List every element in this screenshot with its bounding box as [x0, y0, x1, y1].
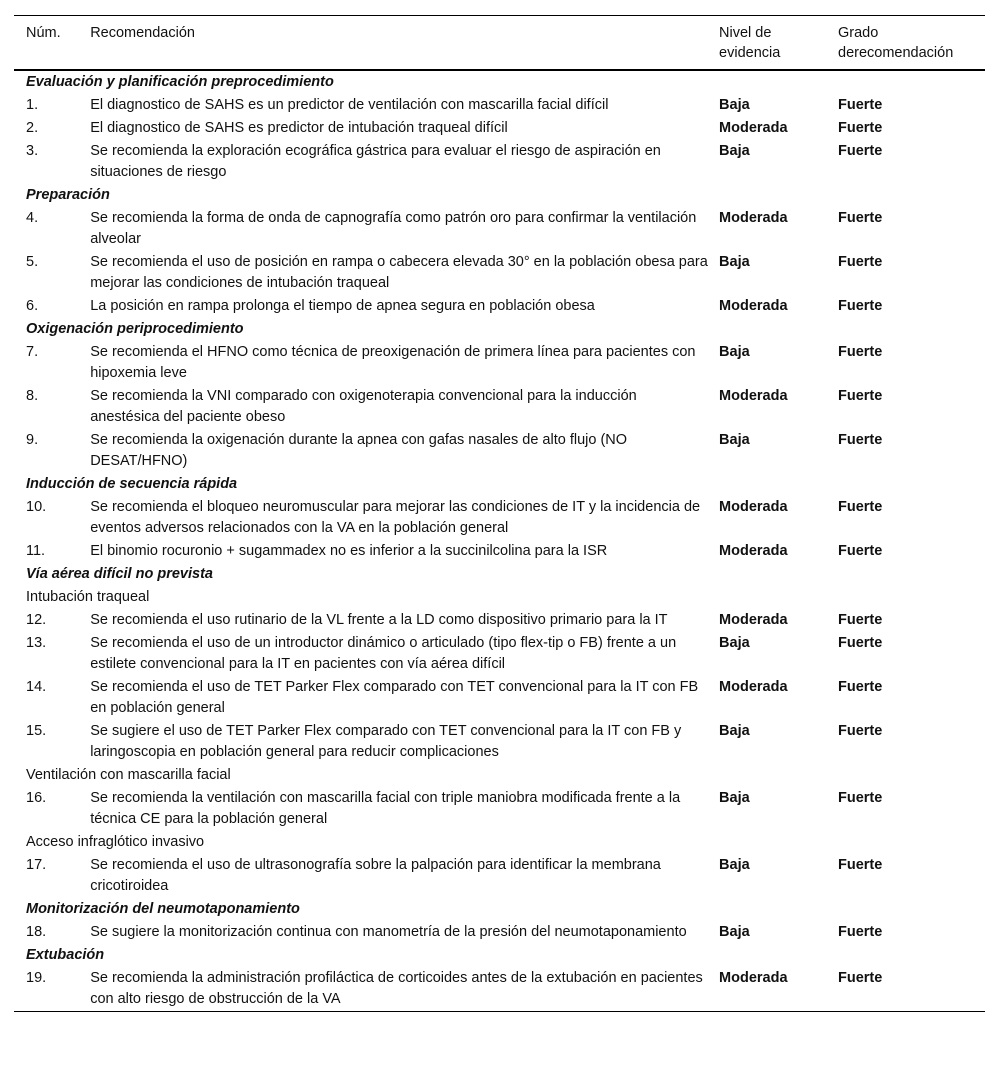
evidence-level: Baja: [719, 635, 750, 651]
header-recommendation-grade: [838, 16, 985, 71]
recommendation-number: 7.: [26, 344, 39, 360]
recommendation-text: El diagnostico de SAHS es un predictor de ventilación con mascarilla facial difícil: [90, 97, 609, 113]
recommendation-number: 9.: [26, 432, 39, 448]
subsection-header-row: [14, 831, 985, 854]
recommendation-number: 6.: [26, 298, 39, 314]
recommendation-number: 5.: [26, 254, 39, 270]
table-row: [14, 676, 985, 720]
recommendation-number: 11.: [26, 543, 46, 559]
recommendation-number: 19.: [26, 970, 47, 986]
table-row: [14, 854, 985, 898]
recommendation-number: 10.: [26, 499, 47, 515]
section-title: Evaluación y planificación preprocedimiento: [26, 74, 334, 90]
recommendation-text: Se recomienda el uso rutinario de la VL frente a la LD como dispositivo primario para la IT: [90, 612, 668, 628]
recommendations-table-container: [14, 15, 985, 1012]
recommendation-text: Se recomienda la exploración ecográfica gástrica para evaluar el riesgo de aspiración en situaciones de riesgo: [90, 143, 661, 180]
recommendation-text: Se recomienda la ventilación con mascarilla facial con triple maniobra modificada frente a la técnica CE para la población general: [90, 790, 681, 827]
table-row: [14, 609, 985, 632]
recommendation-grade: Fuerte: [838, 970, 883, 986]
recommendation-number: 4.: [26, 210, 39, 226]
subsection-title: Intubación traqueal: [26, 589, 150, 605]
recommendation-text: Se sugiere el uso de TET Parker Flex comparado con TET convencional para la IT con FB y laringoscopia en población general para reducir complicaciones: [90, 723, 682, 760]
recommendation-number: 2.: [26, 120, 39, 136]
evidence-level: Baja: [719, 143, 750, 159]
recommendation-number: 12.: [26, 612, 47, 628]
recommendation-text: El diagnostico de SAHS es predictor de intubación traqueal difícil: [90, 120, 508, 136]
subsection-title: Acceso infraglótico invasivo: [26, 834, 205, 850]
section-title: Monitorización del neumotaponamiento: [26, 901, 300, 917]
recommendations-table: [14, 15, 985, 1012]
section-title: Oxigenación periprocedimiento: [26, 321, 244, 337]
evidence-level: Baja: [719, 723, 750, 739]
header-recommendation-grade-text: Grado derecomendación: [838, 25, 954, 61]
section-header-row: [14, 898, 985, 921]
section-header-row: [14, 70, 985, 94]
section-header-row: [14, 944, 985, 967]
evidence-level: Moderada: [719, 298, 788, 314]
header-num: Núm.: [26, 25, 61, 41]
evidence-level: Baja: [719, 790, 750, 806]
section-header-row: [14, 184, 985, 207]
table-row: [14, 632, 985, 676]
recommendation-text: La posición en rampa prolonga el tiempo de apnea segura en población obesa: [90, 298, 595, 314]
section-title: Vía aérea difícil no prevista: [26, 566, 213, 582]
evidence-level: Moderada: [719, 970, 788, 986]
recommendation-number: 17.: [26, 857, 47, 873]
evidence-level: Baja: [719, 344, 750, 360]
recommendation-text: Se recomienda el uso de posición en rampa o cabecera elevada 30° en la población obesa para mejorar las condiciones de intubación traqueal: [90, 254, 708, 291]
recommendation-text: Se sugiere la monitorización continua con manometría de la presión del neumotaponamiento: [90, 924, 687, 940]
table-row: [14, 251, 985, 295]
section-title: Preparación: [26, 187, 110, 203]
evidence-level: Moderada: [719, 210, 788, 226]
recommendation-grade: Fuerte: [838, 143, 883, 159]
evidence-level: Moderada: [719, 388, 788, 404]
recommendation-grade: Fuerte: [838, 344, 883, 360]
recommendation-number: 8.: [26, 388, 39, 404]
evidence-level: Baja: [719, 857, 750, 873]
evidence-level: Baja: [719, 254, 750, 270]
header-evidence-level: [719, 16, 838, 71]
section-title: Inducción de secuencia rápida: [26, 476, 238, 492]
section-header-row: [14, 563, 985, 586]
recommendation-grade: Fuerte: [838, 924, 883, 940]
table-row: [14, 94, 985, 117]
recommendation-grade: Fuerte: [838, 432, 883, 448]
evidence-level: Moderada: [719, 543, 788, 559]
recommendation-number: 16.: [26, 790, 47, 806]
recommendation-number: 15.: [26, 723, 47, 739]
section-header-row: [14, 318, 985, 341]
recommendation-text: Se recomienda la forma de onda de capnografía como patrón oro para confirmar la ventilación alveolar: [90, 210, 697, 247]
recommendation-number: 3.: [26, 143, 39, 159]
table-row: [14, 540, 985, 563]
recommendation-text: Se recomienda el bloqueo neuromuscular para mejorar las condiciones de IT y la incidencia de eventos adversos relacionados con la VA en la población general: [90, 499, 701, 536]
section-header-row: [14, 473, 985, 496]
recommendation-text: Se recomienda el uso de un introductor dinámico o articulado (tipo flex-tip o FB) frente a un estilete convencional para la IT en pacientes con vía aérea difícil: [90, 635, 677, 672]
recommendation-grade: Fuerte: [838, 635, 883, 651]
recommendation-text: Se recomienda el uso de TET Parker Flex comparado con TET convencional para la IT con FB en población general: [90, 679, 699, 716]
table-row: [14, 429, 985, 473]
evidence-level: Baja: [719, 924, 750, 940]
recommendation-text: Se recomienda la VNI comparado con oxigenoterapia convencional para la inducción anestésica del paciente obeso: [90, 388, 637, 425]
evidence-level: Moderada: [719, 612, 788, 628]
table-row: [14, 207, 985, 251]
recommendation-grade: Fuerte: [838, 388, 883, 404]
recommendation-grade: Fuerte: [838, 612, 883, 628]
evidence-level: Baja: [719, 432, 750, 448]
evidence-level: Baja: [719, 97, 750, 113]
subsection-title: Ventilación con mascarilla facial: [26, 767, 231, 783]
recommendation-grade: Fuerte: [838, 254, 883, 270]
recommendation-text: El binomio rocuronio + sugammadex no es inferior a la succinilcolina para la ISR: [90, 543, 608, 559]
table-row: [14, 385, 985, 429]
table-row: [14, 117, 985, 140]
header-row: [14, 16, 985, 71]
recommendation-text: Se recomienda el HFNO como técnica de preoxigenación de primera línea para pacientes con hipoxemia leve: [90, 344, 696, 381]
recommendation-grade: Fuerte: [838, 298, 883, 314]
recommendation-grade: Fuerte: [838, 499, 883, 515]
recommendation-grade: Fuerte: [838, 857, 883, 873]
evidence-level: Moderada: [719, 679, 788, 695]
evidence-level: Moderada: [719, 120, 788, 136]
table-row: [14, 496, 985, 540]
recommendation-number: 18.: [26, 924, 47, 940]
evidence-level: Moderada: [719, 499, 788, 515]
recommendation-grade: Fuerte: [838, 790, 883, 806]
recommendation-grade: Fuerte: [838, 543, 883, 559]
table-row: [14, 341, 985, 385]
subsection-header-row: [14, 764, 985, 787]
table-row: [14, 967, 985, 1012]
recommendation-text: Se recomienda la oxigenación durante la apnea con gafas nasales de alto flujo (NO DESAT/HFNO): [90, 432, 628, 469]
header-recommendation: Recomendación: [90, 25, 195, 41]
recommendation-grade: Fuerte: [838, 120, 883, 136]
table-row: [14, 921, 985, 944]
recommendation-text: Se recomienda el uso de ultrasonografía sobre la palpación para identificar la membrana cricotiroidea: [90, 857, 661, 894]
recommendation-number: 13.: [26, 635, 47, 651]
recommendation-grade: Fuerte: [838, 723, 883, 739]
recommendation-grade: Fuerte: [838, 679, 883, 695]
recommendation-grade: Fuerte: [838, 210, 883, 226]
recommendation-number: 1.: [26, 97, 39, 113]
recommendation-grade: Fuerte: [838, 97, 883, 113]
section-title: Extubación: [26, 947, 105, 963]
table-row: [14, 140, 985, 184]
recommendation-text: Se recomienda la administración profiláctica de corticoides antes de la extubación en pacientes con alto riesgo de obstrucción de la VA: [90, 970, 703, 1007]
table-row: [14, 295, 985, 318]
table-body: [14, 70, 985, 1012]
header-evidence-level-text: Nivel de evidencia: [719, 25, 781, 61]
table-header: [14, 16, 985, 71]
table-row: [14, 720, 985, 764]
table-row: [14, 787, 985, 831]
recommendation-number: 14.: [26, 679, 47, 695]
subsection-header-row: [14, 586, 985, 609]
